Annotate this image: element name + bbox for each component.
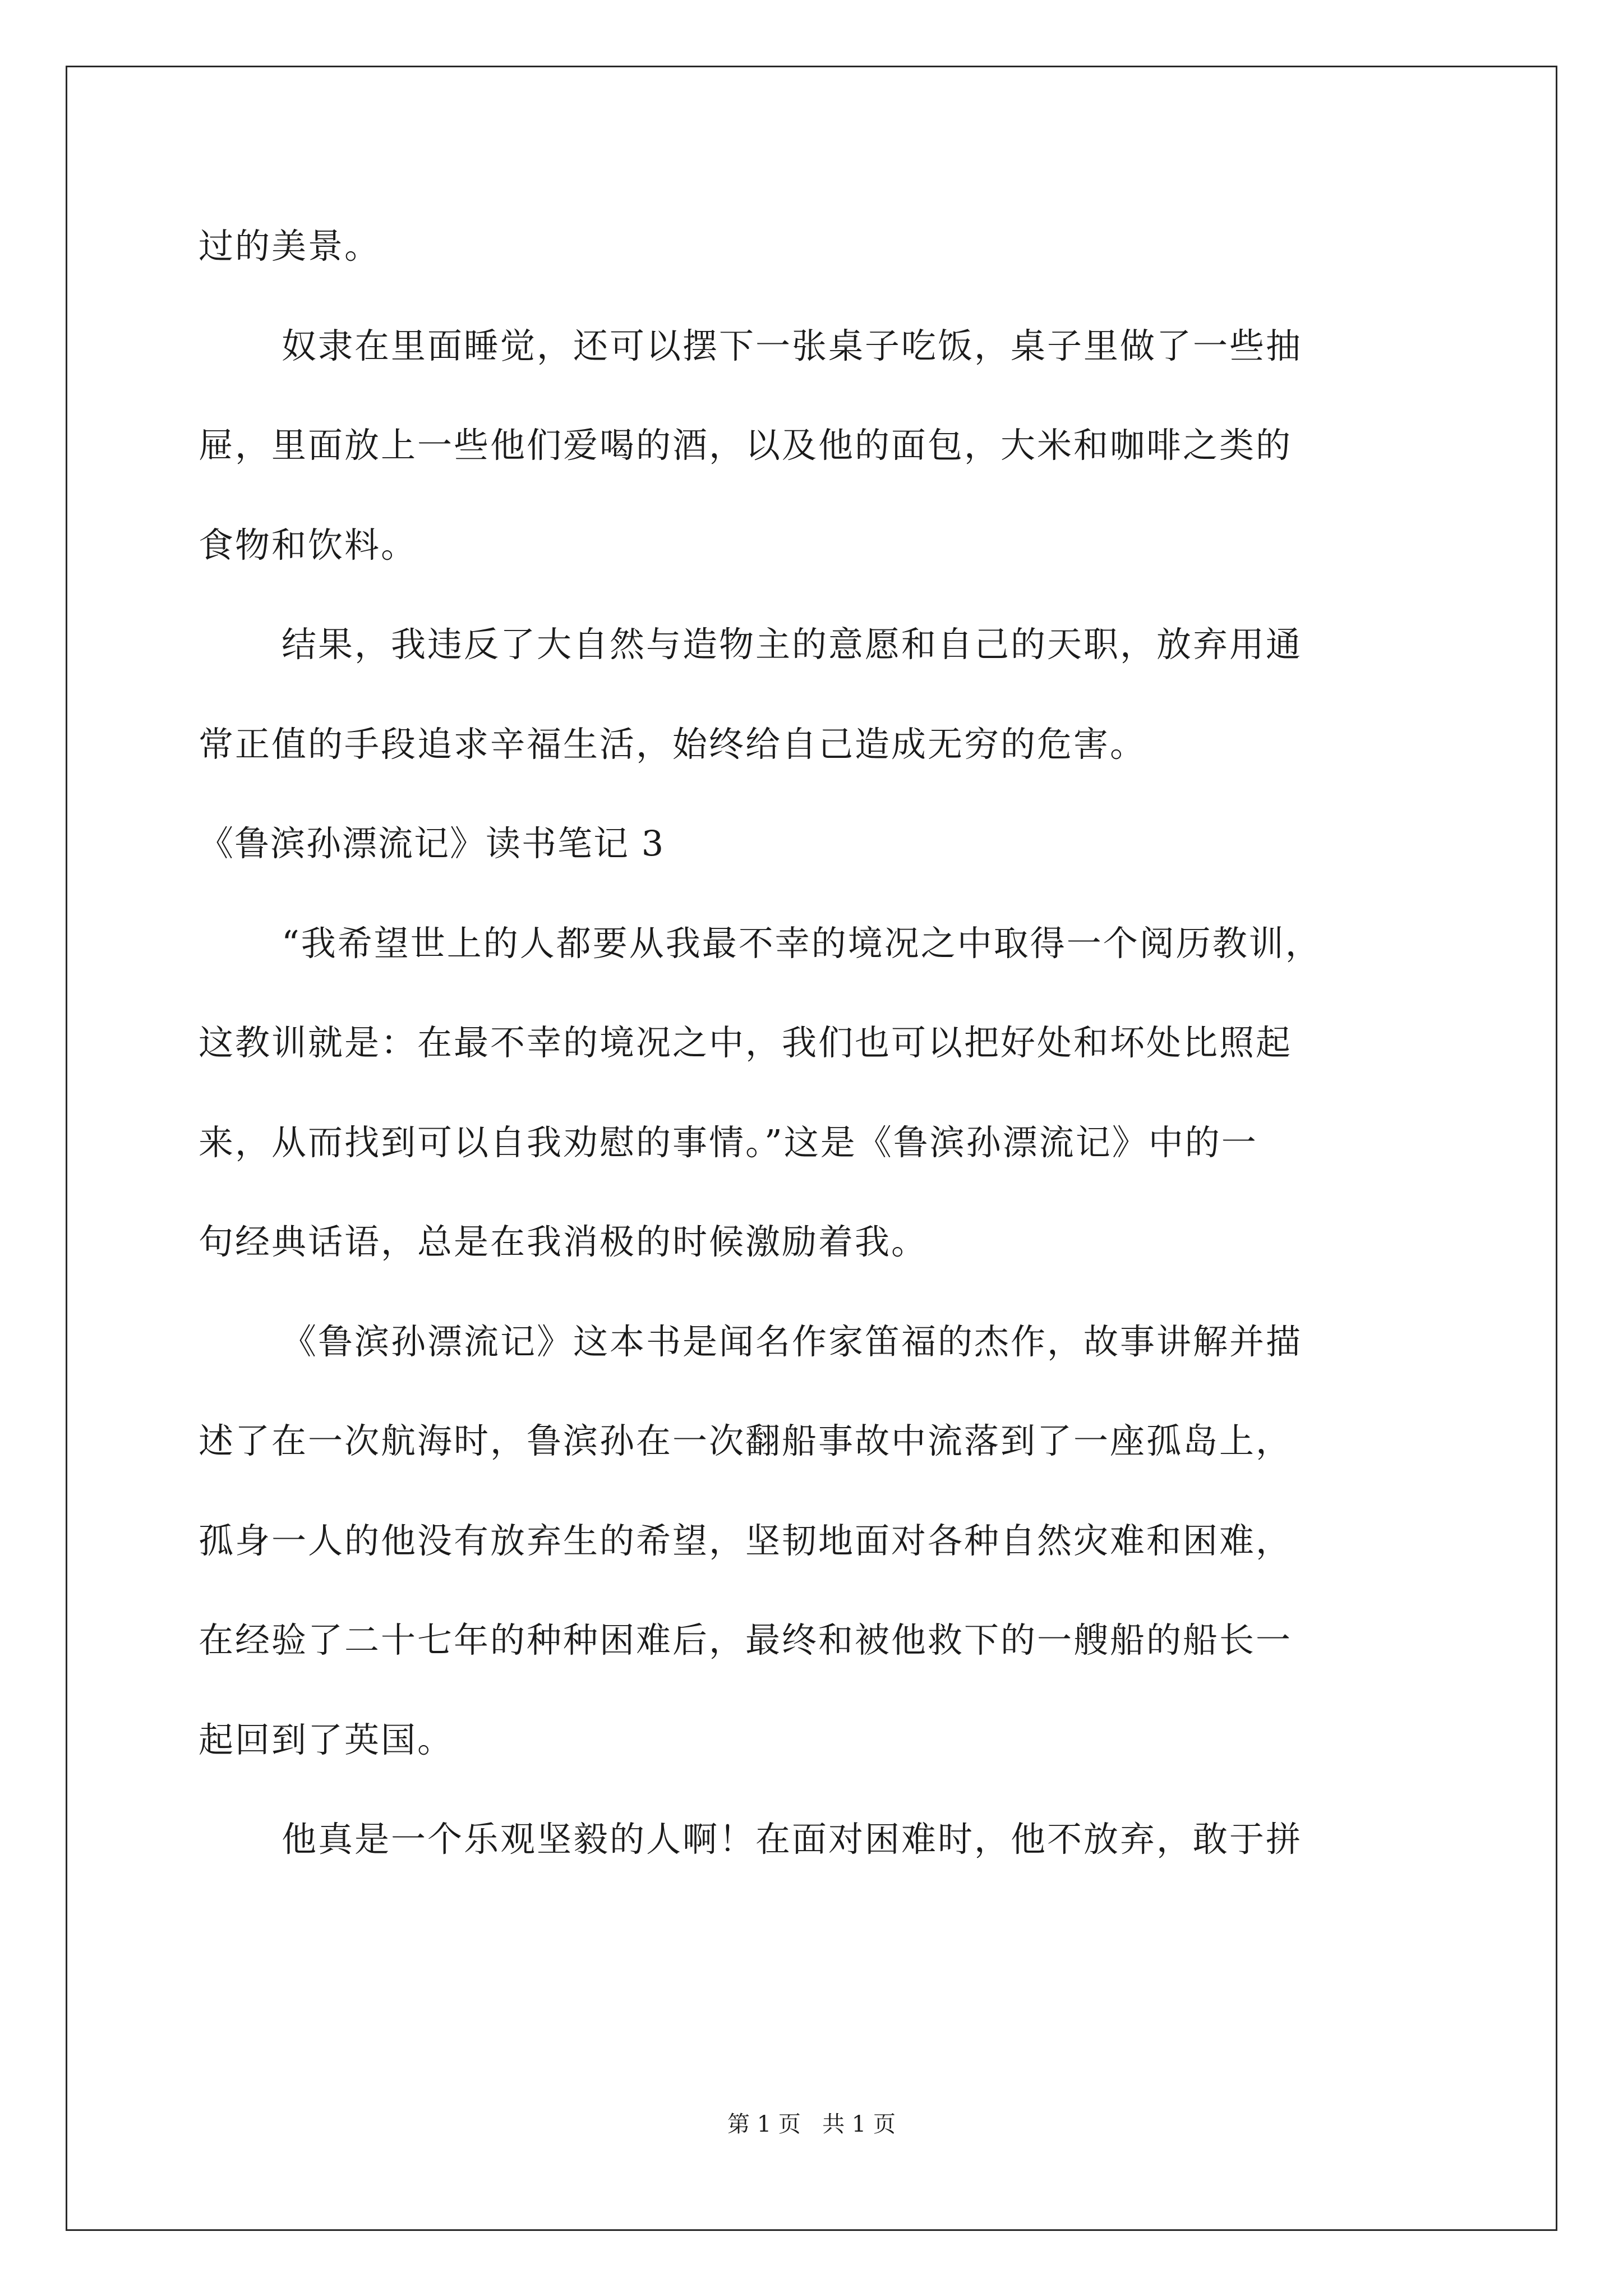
text-line: 句经典话语，总是在我消极的时候激励着我。 [199, 1221, 928, 1262]
document-body [199, 196, 1432, 1889]
text-line: 这教训就是：在最不幸的境况之中，我们也可以把好处和坏处比照起 [199, 1022, 1293, 1063]
paragraph-start-line: “我希望世上的人都要从我最不幸的境况之中取得一个阅历教训， [282, 922, 1322, 964]
text-line: 在经验了二十七年的种种困难后，最终和被他救下的一艘船的船长一 [199, 1619, 1293, 1660]
text-line: 起回到了英国。 [199, 1719, 454, 1760]
paragraph-start-line: 他真是一个乐观坚毅的人啊！在面对困难时，他不放弃，敢于拼 [282, 1819, 1303, 1860]
text-line: 孤身一人的他没有放弃生的希望，坚韧地面对各种自然灾难和困难， [199, 1520, 1293, 1561]
text-line: 来，从而找到可以自我劝慰的事情。”这是《鲁滨孙漂流记》中的一 [199, 1121, 1258, 1163]
text-line: 述了在一次航海时，鲁滨孙在一次翻船事故中流落到了一座孤岛上， [199, 1420, 1293, 1461]
text-line: 常正值的手段追求辛福生活，始终给自己造成无穷的危害。 [199, 723, 1147, 765]
section-heading: 《鲁滨孙漂流记》读书笔记 3 [199, 823, 665, 864]
paragraph-start-line: 奴隶在里面睡觉，还可以摆下一张桌子吃饭，桌子里做了一些抽 [282, 325, 1303, 366]
text-line: 屉，里面放上一些他们爱喝的酒，以及他的面包，大米和咖啡之类的 [199, 425, 1293, 466]
paragraph-start-line: 《鲁滨孙漂流记》这本书是闻名作家笛福的杰作，故事讲解并描 [282, 1320, 1303, 1362]
text-line: 过的美景。 [199, 226, 381, 266]
page-number: 第 1 页 共 1 页 [727, 2111, 896, 2137]
paragraph-start-line: 结果，我违反了大自然与造物主的意愿和自己的天职，放弃用通 [282, 624, 1303, 665]
text-line: 食物和饮料。 [199, 524, 418, 565]
